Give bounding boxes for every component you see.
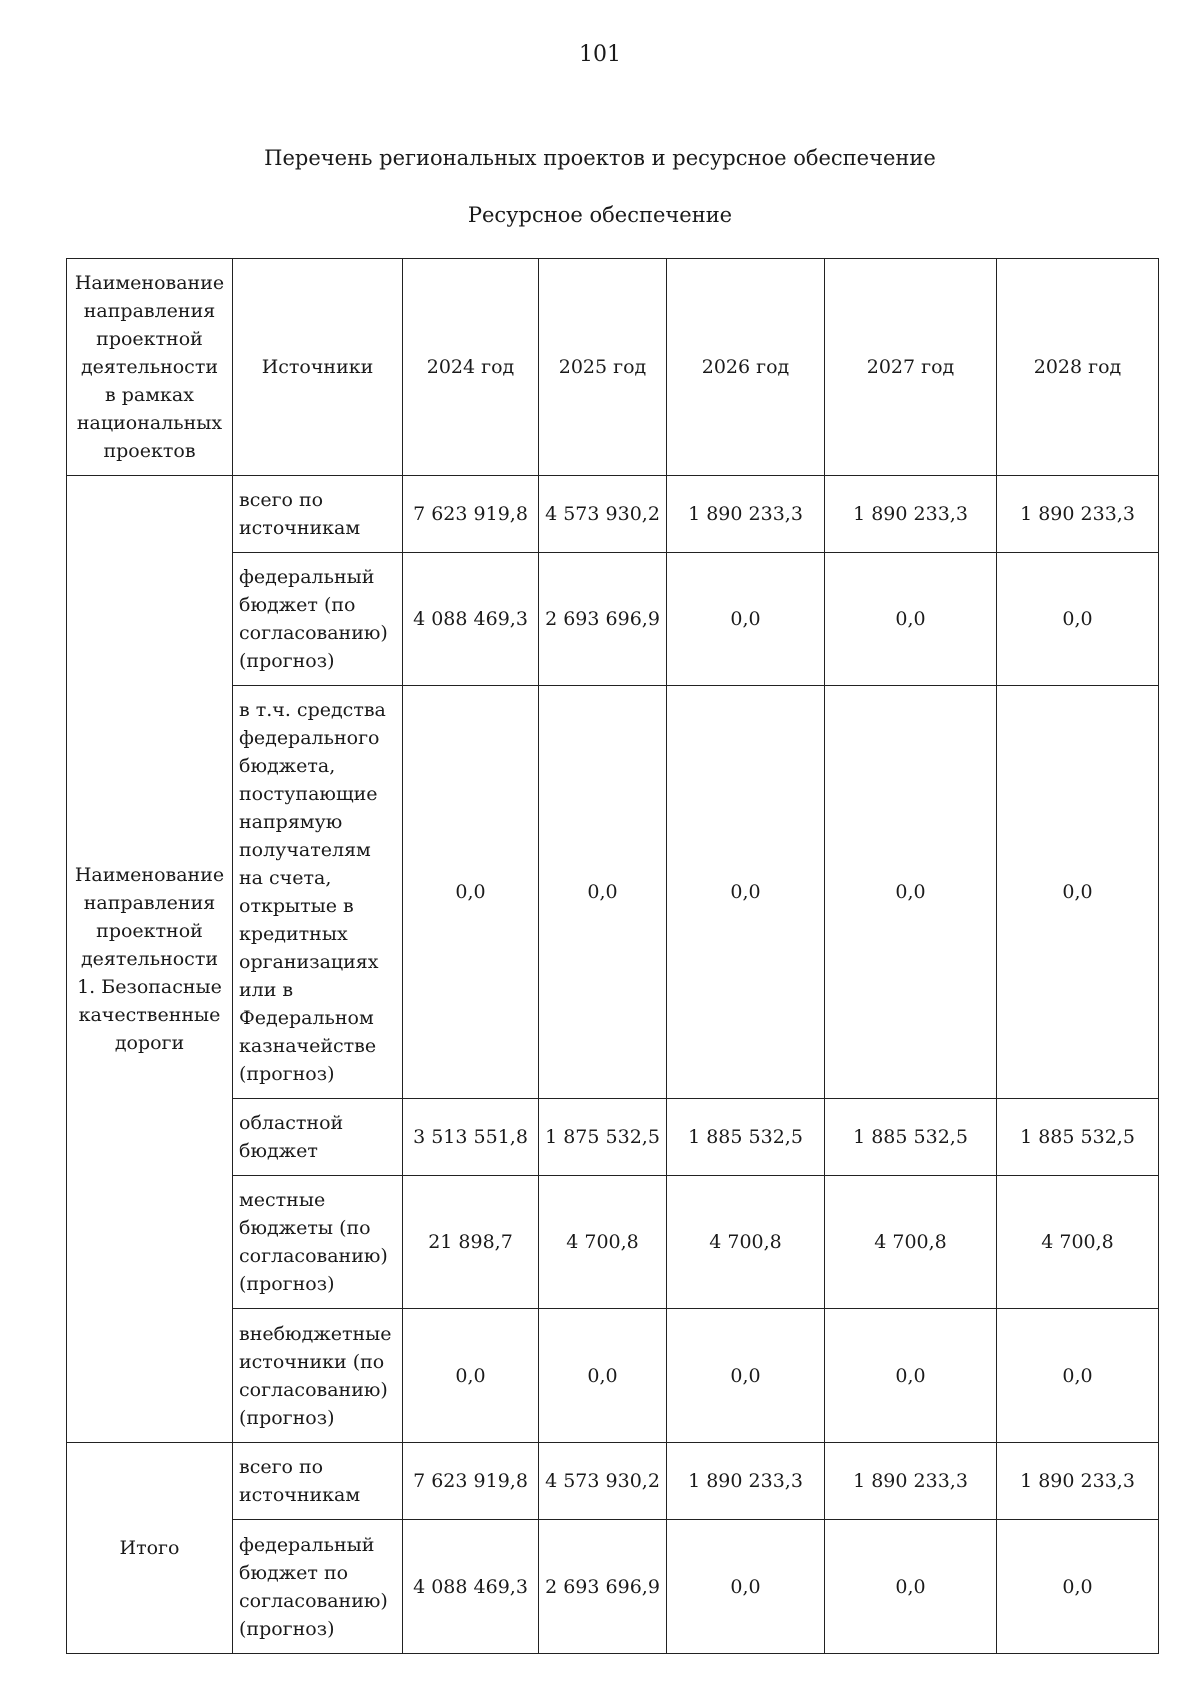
value-cell: 0,0 xyxy=(825,553,997,686)
value-cell: 4 700,8 xyxy=(667,1176,825,1309)
header-year-2024: 2024 год xyxy=(403,259,539,476)
value-cell: 0,0 xyxy=(997,553,1159,686)
value-cell: 0,0 xyxy=(997,1520,1159,1654)
table-row xyxy=(67,476,1159,553)
value-cell: 1 885 532,5 xyxy=(997,1099,1159,1176)
value-cell: 0,0 xyxy=(403,1309,539,1443)
table-header-row xyxy=(67,259,1159,476)
source-cell: областной бюджет xyxy=(233,1099,403,1176)
header-year-2027: 2027 год xyxy=(825,259,997,476)
value-cell: 3 513 551,8 xyxy=(403,1099,539,1176)
value-cell: 4 573 930,2 xyxy=(539,476,667,553)
value-cell: 1 885 532,5 xyxy=(825,1099,997,1176)
value-cell: 1 890 233,3 xyxy=(667,476,825,553)
value-cell: 0,0 xyxy=(539,1309,667,1443)
value-cell: 1 890 233,3 xyxy=(997,1443,1159,1520)
source-cell: местные бюджеты (по согласованию) (прогноз) xyxy=(233,1176,403,1309)
value-cell: 0,0 xyxy=(539,686,667,1099)
value-cell: 0,0 xyxy=(825,1309,997,1443)
source-cell: всего по источникам xyxy=(233,476,403,553)
value-cell: 4 700,8 xyxy=(825,1176,997,1309)
header-year-2028: 2028 год xyxy=(997,259,1159,476)
value-cell: 1 890 233,3 xyxy=(667,1443,825,1520)
header-name: Наименование направления проектной деятельности в рамках национальных проектов xyxy=(67,259,233,476)
table-row xyxy=(67,1443,1159,1520)
value-cell: 1 875 532,5 xyxy=(539,1099,667,1176)
value-cell: 7 623 919,8 xyxy=(403,476,539,553)
value-cell: 4 088 469,3 xyxy=(403,553,539,686)
value-cell: 0,0 xyxy=(825,1520,997,1654)
header-year-2025: 2025 год xyxy=(539,259,667,476)
header-sources: Источники xyxy=(233,259,403,476)
document-subtitle: Ресурсное обеспечение xyxy=(467,203,733,227)
value-cell: 7 623 919,8 xyxy=(403,1443,539,1520)
document-title: Перечень региональных проектов и ресурсное обеспечение xyxy=(264,146,936,170)
group-name-cell: Наименование направления проектной деятельности 1. Безопасные качественные дороги xyxy=(67,476,233,1443)
source-cell: федеральный бюджет по согласованию) (прогноз) xyxy=(233,1520,403,1654)
value-cell: 4 700,8 xyxy=(997,1176,1159,1309)
value-cell: 0,0 xyxy=(997,686,1159,1099)
value-cell: 4 573 930,2 xyxy=(539,1443,667,1520)
group-name-cell: Итого xyxy=(67,1443,233,1654)
source-cell: федеральный бюджет (по согласованию) (прогноз) xyxy=(233,553,403,686)
value-cell: 1 885 532,5 xyxy=(667,1099,825,1176)
value-cell: 0,0 xyxy=(403,686,539,1099)
value-cell: 1 890 233,3 xyxy=(825,476,997,553)
value-cell: 0,0 xyxy=(825,686,997,1099)
resource-table xyxy=(66,258,1159,1654)
value-cell: 1 890 233,3 xyxy=(825,1443,997,1520)
source-cell: всего по источникам xyxy=(233,1443,403,1520)
value-cell: 1 890 233,3 xyxy=(997,476,1159,553)
source-cell: внебюджетные источники (по согласованию) (прогноз) xyxy=(233,1309,403,1443)
value-cell: 0,0 xyxy=(667,553,825,686)
value-cell: 2 693 696,9 xyxy=(539,1520,667,1654)
value-cell: 0,0 xyxy=(667,1309,825,1443)
header-year-2026: 2026 год xyxy=(667,259,825,476)
value-cell: 0,0 xyxy=(667,1520,825,1654)
value-cell: 4 700,8 xyxy=(539,1176,667,1309)
value-cell: 2 693 696,9 xyxy=(539,553,667,686)
page-number: 101 xyxy=(579,42,621,67)
source-cell: в т.ч. средства федерального бюджета, поступающие напрямую получателям на счета, открытые в кредитных организациях или в Федеральном казначействе (прогноз) xyxy=(233,686,403,1099)
value-cell: 4 088 469,3 xyxy=(403,1520,539,1654)
value-cell: 21 898,7 xyxy=(403,1176,539,1309)
value-cell: 0,0 xyxy=(997,1309,1159,1443)
value-cell: 0,0 xyxy=(667,686,825,1099)
